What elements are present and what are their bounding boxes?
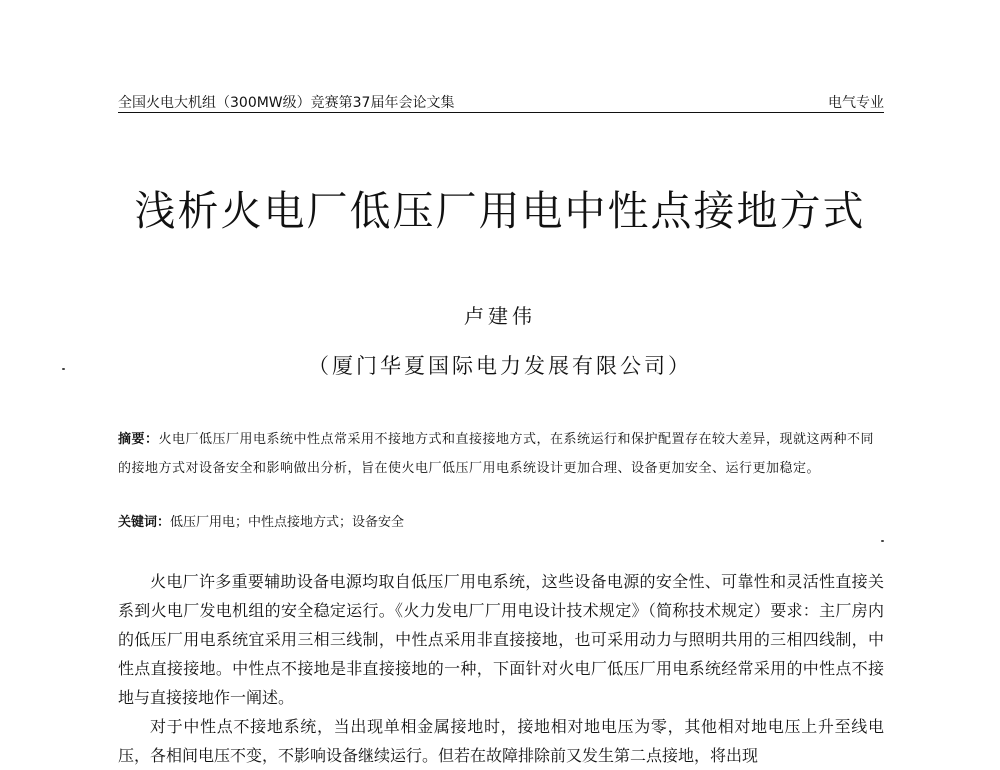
author-affiliation: （厦门华夏国际电力发展有限公司） bbox=[308, 354, 692, 378]
section-label: 电气专业 bbox=[828, 95, 884, 111]
keywords-text: 低压厂用电；中性点接地方式；设备安全 bbox=[170, 515, 405, 530]
proceedings-title: 全国火电大机组（300MW级）竞赛第37届年会论文集 bbox=[118, 95, 455, 111]
abstract bbox=[118, 425, 884, 483]
header-rule bbox=[118, 112, 884, 113]
keywords bbox=[118, 513, 884, 533]
body-text bbox=[118, 567, 884, 770]
author-name: 卢建伟 bbox=[464, 304, 536, 328]
scan-speck bbox=[881, 540, 884, 542]
abstract-label: 摘要： bbox=[118, 432, 159, 447]
body-paragraph: 火电厂许多重要辅助设备电源均取自低压厂用电系统，这些设备电源的安全性、可靠性和灵活性直接关系到火电厂发电机组的安全稳定运行。《火力发电厂厂用电设计技术规定》（简称技术规定）要求：主厂房内的低压厂用电系统宜采用三相三线制，中性点采用非直接接地，也可采用动力与照明共用的三相四线制，中性点直接接地。中性点不接地是非直接接地的一种，下面针对火电厂低压厂用电系统经常采用的中性点不接地与直接接地作一阐述。 bbox=[118, 572, 884, 707]
running-header bbox=[118, 92, 884, 112]
abstract-text: 火电厂低压厂用电系统中性点常采用不接地方式和直接接地方式，在系统运行和保护配置存在较大差异，现就这两种不同的接地方式对设备安全和影响做出分析，旨在使火电厂低压厂用电系统设计更加合理、设备更加安全、运行更加稳定。 bbox=[118, 432, 875, 476]
scan-speck bbox=[62, 368, 65, 370]
keywords-label: 关键词： bbox=[118, 515, 171, 530]
paper-title: 浅析火电厂低压厂用电中性点接地方式 bbox=[134, 187, 866, 235]
body-paragraph: 对于中性点不接地系统，当出现单相金属接地时，接地相对地电压为零，其他相对地电压上升至线电压，各相间电压不变，不影响设备继续运行。但若在故障排除前又发生第二点接地，将出现 bbox=[118, 717, 884, 765]
